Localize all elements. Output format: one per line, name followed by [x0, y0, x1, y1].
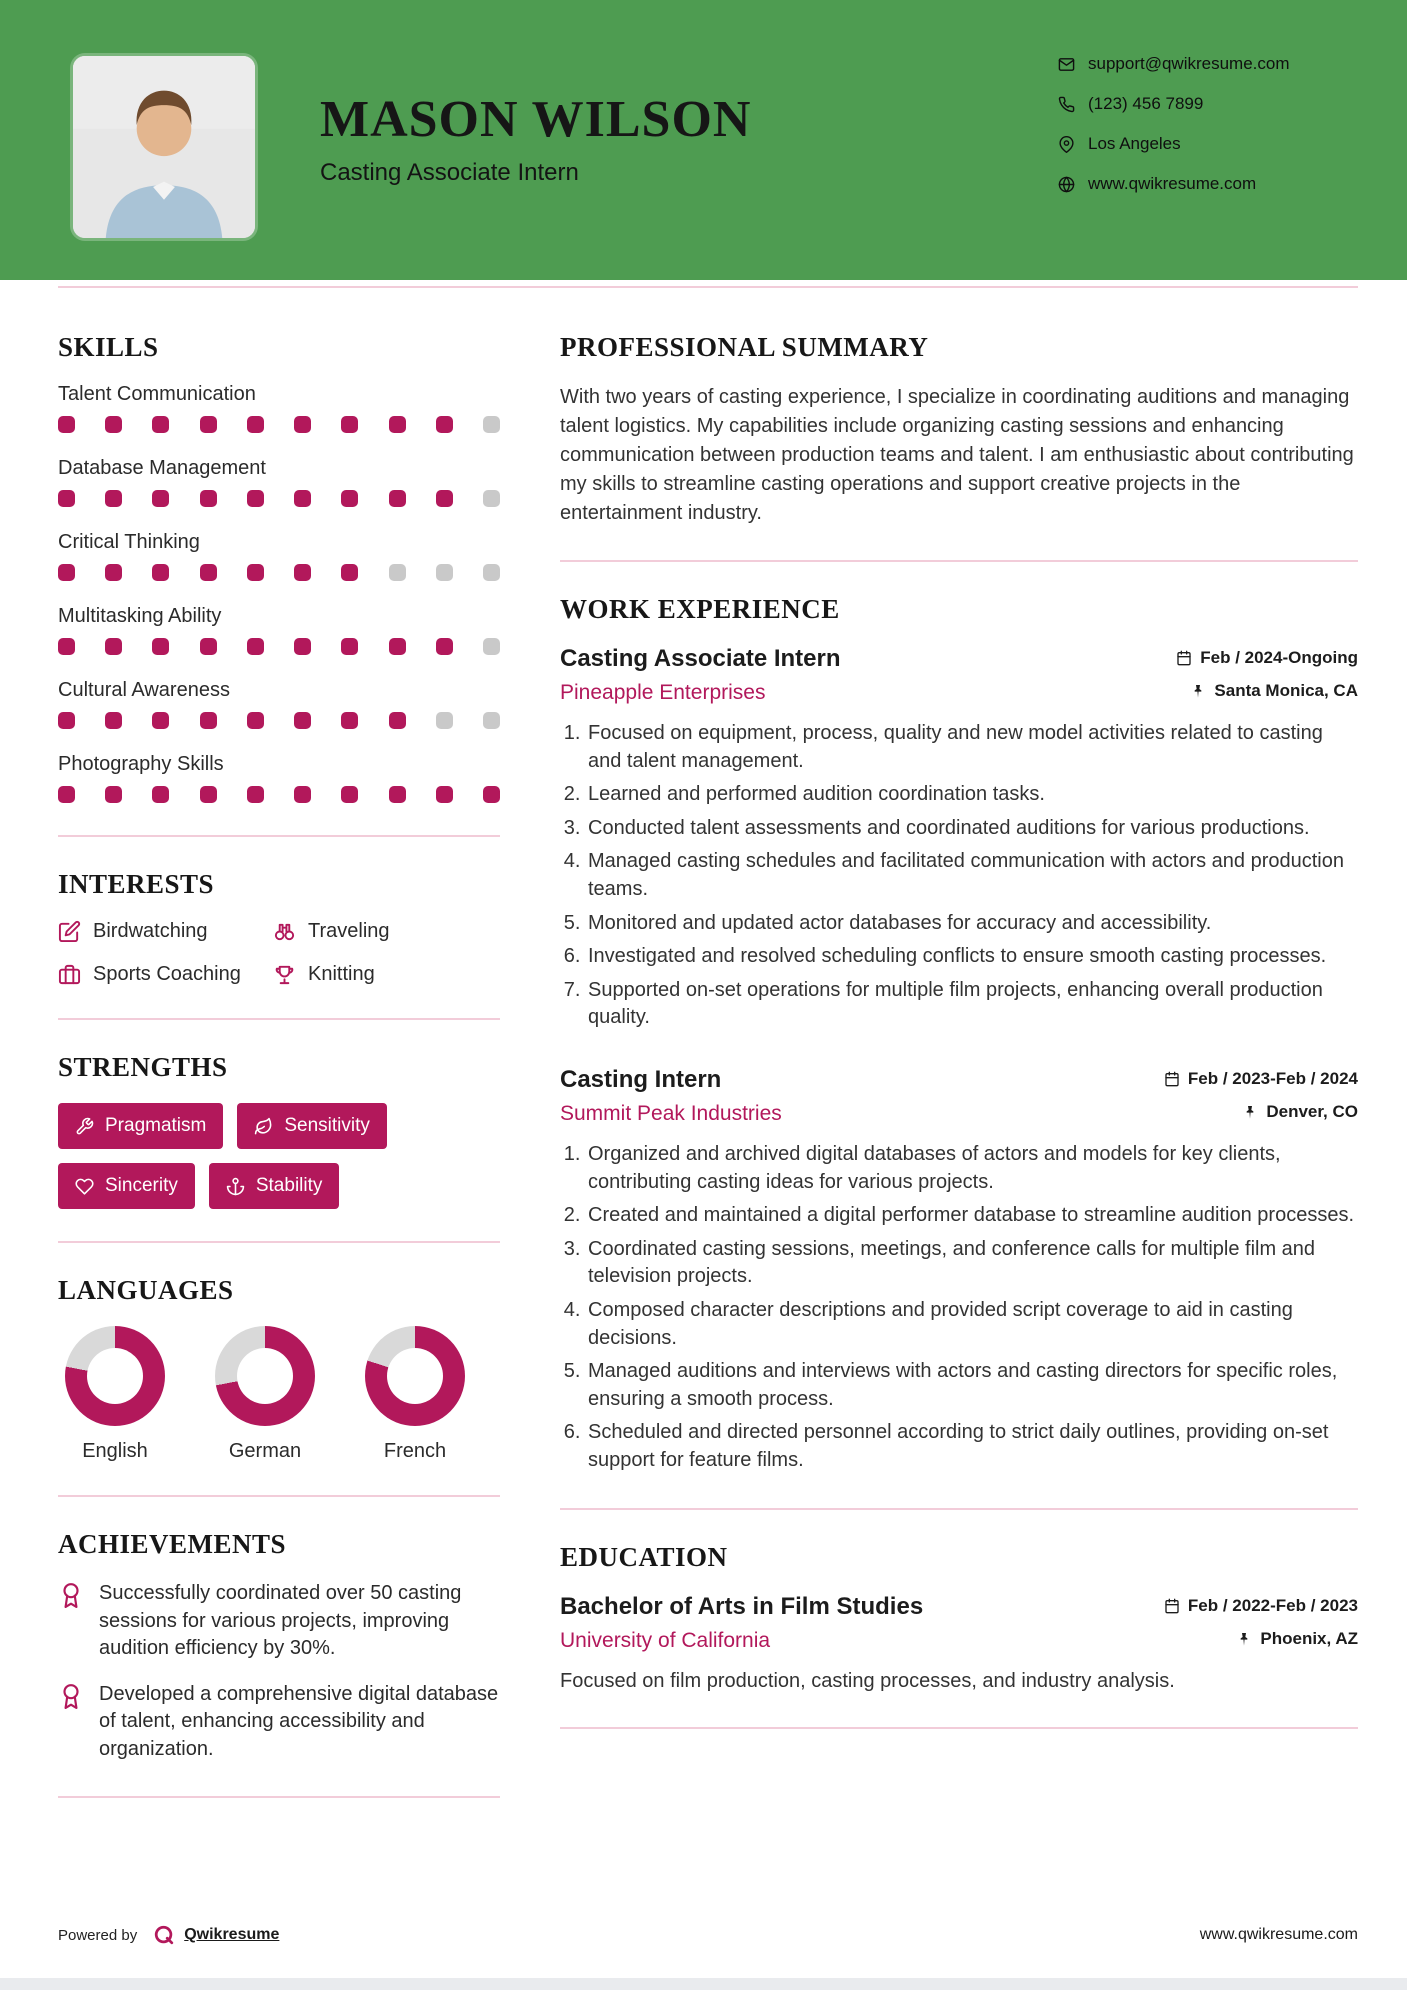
brand-link[interactable]: Qwikresume — [184, 1926, 280, 1943]
skill-name: Critical Thinking — [58, 531, 200, 553]
skill-dot — [105, 416, 122, 433]
skill-dot — [152, 564, 169, 581]
wrench-icon — [75, 1117, 94, 1136]
interest-item — [58, 963, 273, 986]
calendar-icon — [1176, 650, 1192, 666]
content — [0, 288, 1407, 1830]
skill-name: Multitasking Ability — [58, 605, 222, 627]
language-label: French — [383, 1440, 447, 1462]
bullet-item: 7. Supported on-set operations for multiple film projects, enhancing overall production quality. — [586, 977, 1358, 1032]
calendar-icon — [1164, 1071, 1180, 1087]
sidebar — [58, 332, 500, 1830]
interest-label: Sports Coaching — [93, 963, 241, 985]
job-title: Casting Intern — [560, 1065, 722, 1093]
skill-dot — [58, 638, 75, 655]
job-location — [1190, 681, 1358, 701]
award-icon — [58, 1683, 84, 1709]
skill-dot — [200, 564, 217, 581]
skill-level-dots — [58, 416, 500, 433]
skill-dot — [436, 638, 453, 655]
interests-grid — [58, 920, 500, 986]
skill-dot — [200, 490, 217, 507]
interest-label: Birdwatching — [93, 920, 208, 942]
skill-dot — [436, 786, 453, 803]
skill-dot — [436, 416, 453, 433]
language-item — [362, 1326, 468, 1463]
job-dates-text: Feb / 2023-Feb / 2024 — [1187, 1068, 1358, 1088]
skill-name: Photography Skills — [58, 753, 224, 775]
education-heading: EDUCATION — [560, 1542, 728, 1573]
company-name: Summit Peak Industries — [560, 1101, 782, 1125]
pin-icon — [1058, 136, 1075, 153]
binoculars-icon — [273, 920, 296, 943]
skill-level-dots — [58, 786, 500, 803]
skill-dot — [389, 638, 406, 655]
footer — [58, 1924, 1358, 1946]
experience-section — [560, 594, 1358, 1474]
strength-badge — [58, 1163, 195, 1209]
bullet-item: 6. Investigated and resolved scheduling conflicts to ensure smooth casting processes. — [586, 943, 1358, 971]
contact-text: (123) 456 7899 — [1088, 94, 1204, 113]
bullet-item: 5. Managed auditions and interviews with actors and casting directors for specific roles, ensuring a smooth process. — [586, 1358, 1358, 1413]
skill-dot — [200, 712, 217, 729]
skills-heading: SKILLS — [58, 332, 159, 362]
contact-text: support@qwikresume.com — [1088, 54, 1290, 73]
interest-label: Traveling — [308, 920, 390, 942]
skill-dot — [58, 712, 75, 729]
heart-icon — [75, 1177, 94, 1196]
skill-dot — [341, 638, 358, 655]
leaf-icon — [254, 1117, 273, 1136]
job-dates-text: Feb / 2024-Ongoing — [1200, 648, 1358, 667]
skills-section — [58, 332, 500, 803]
bullet-item: 2. Learned and performed audition coordination tasks. — [586, 781, 1358, 809]
profile-photo — [73, 56, 255, 238]
interest-item — [273, 920, 500, 943]
skill-dot — [200, 416, 217, 433]
education-location — [1236, 1629, 1358, 1649]
summary-section — [560, 332, 1358, 528]
skill-dot — [105, 638, 122, 655]
skill-item — [58, 753, 500, 803]
bullet-item: 1. Focused on equipment, process, quality and new model activities related to casting and talent management. — [586, 720, 1358, 775]
strength-badge — [58, 1103, 223, 1149]
skill-dot — [294, 490, 311, 507]
skill-dot — [483, 638, 500, 655]
education-section — [560, 1542, 1358, 1695]
skill-dot — [105, 564, 122, 581]
job-title: Casting Associate Intern — [560, 645, 841, 672]
bullet-item: 4. Composed character descriptions and provided script coverage to aid in casting decisions. — [586, 1297, 1358, 1352]
language-donut — [65, 1326, 165, 1426]
section-divider — [58, 1796, 500, 1798]
skill-dot — [436, 564, 453, 581]
section-divider — [58, 1018, 500, 1020]
job-bullets — [560, 720, 1358, 1032]
interest-item — [273, 963, 500, 986]
section-divider — [58, 1241, 500, 1243]
skill-dot — [200, 638, 217, 655]
section-divider — [560, 560, 1358, 562]
contact-list — [1058, 54, 1290, 214]
job-subheader — [560, 1102, 1358, 1126]
skill-dot — [341, 490, 358, 507]
skill-dot — [247, 416, 264, 433]
languages-list — [58, 1326, 500, 1463]
contact-text: Los Angeles — [1088, 134, 1181, 153]
language-item — [212, 1326, 318, 1463]
skill-dot — [105, 490, 122, 507]
skill-name: Cultural Awareness — [58, 679, 230, 701]
contact-phone — [1058, 94, 1290, 114]
bullet-item: 1. Organized and archived digital databases of actors and models for key clients, contributing casting ideas for various projects. — [586, 1141, 1358, 1196]
skill-name: Database Management — [58, 457, 266, 479]
skill-dot — [294, 564, 311, 581]
pushpin-icon — [1236, 1631, 1252, 1647]
summary-heading: PROFESSIONAL SUMMARY — [560, 332, 929, 362]
candidate-name: MASON WILSON — [320, 91, 752, 148]
avatar-illustration — [73, 56, 255, 238]
school-name: University of California — [560, 1629, 771, 1653]
skill-dot — [58, 416, 75, 433]
mail-icon — [1058, 56, 1075, 73]
bullet-item: 3. Coordinated casting sessions, meetings, and conference calls for multiple film and television projects. — [586, 1236, 1358, 1291]
job-entry — [560, 1066, 1358, 1475]
languages-section — [58, 1275, 500, 1463]
skill-dot — [389, 786, 406, 803]
skill-dot — [483, 416, 500, 433]
strengths-heading: STRENGTHS — [58, 1052, 228, 1082]
page-edge — [0, 1978, 1407, 1990]
strength-badge — [237, 1103, 387, 1149]
skill-dot — [247, 712, 264, 729]
strength-badge — [209, 1163, 340, 1209]
language-label: German — [228, 1440, 302, 1462]
skill-dot — [247, 490, 264, 507]
skill-dot — [436, 712, 453, 729]
skill-dot — [436, 490, 453, 507]
experience-heading: WORK EXPERIENCE — [560, 594, 840, 624]
section-divider — [560, 1727, 1358, 1729]
language-donut — [215, 1326, 315, 1426]
skill-dot — [389, 490, 406, 507]
section-divider — [560, 1508, 1358, 1510]
interests-heading: INTERESTS — [58, 869, 215, 899]
skill-dot — [58, 564, 75, 581]
language-donut — [365, 1326, 465, 1426]
phone-icon — [1058, 96, 1075, 113]
skill-dot — [341, 712, 358, 729]
anchor-icon — [226, 1177, 245, 1196]
skill-dot — [152, 416, 169, 433]
strength-label: Sincerity — [105, 1175, 178, 1196]
skill-dot — [247, 786, 264, 803]
skill-dot — [294, 638, 311, 655]
skill-dot — [341, 786, 358, 803]
achievements-heading: ACHIEVEMENTS — [58, 1529, 287, 1559]
company-name: Pineapple Enterprises — [560, 681, 766, 704]
job-dates — [1176, 648, 1358, 668]
section-divider — [58, 1495, 500, 1497]
skill-dot — [294, 786, 311, 803]
achievements-section — [58, 1529, 500, 1764]
skill-level-dots — [58, 490, 500, 507]
contact-location — [1058, 134, 1290, 154]
summary-text: With two years of casting experience, I specialize in coordinating auditions and managing talent logistics. My capabilities include organizing casting sessions and enhancing communication between production teams and talent. I am enthusiastic about contributing my skills to streamline casting operations and support creative projects in the entertainment industry. — [560, 386, 1354, 524]
education-dates — [1164, 1596, 1358, 1616]
skill-dot — [341, 564, 358, 581]
bullet-item: 6. Scheduled and directed personnel according to strict daily outlines, providing on-set support for feature films. — [586, 1419, 1358, 1474]
brand-logo-icon — [153, 1924, 175, 1946]
skill-level-dots — [58, 638, 500, 655]
skill-dot — [294, 712, 311, 729]
footer-site: www.qwikresume.com — [1199, 1926, 1358, 1943]
header — [0, 0, 1407, 280]
name-block — [320, 90, 751, 187]
skill-dot — [389, 712, 406, 729]
strength-badges — [58, 1103, 458, 1209]
job-entry — [560, 645, 1358, 1032]
skill-dot — [483, 564, 500, 581]
skill-dot — [389, 416, 406, 433]
pushpin-icon — [1190, 683, 1206, 699]
skill-dot — [341, 416, 358, 433]
education-location-text: Phoenix, AZ — [1260, 1629, 1358, 1649]
skill-dot — [152, 712, 169, 729]
education-subheader — [560, 1629, 1358, 1653]
interest-item — [58, 920, 273, 943]
job-dates — [1164, 1069, 1358, 1089]
achievement-text: Successfully coordinated over 50 casting sessions for various projects, improving audition efficiency by 30%. — [99, 1582, 462, 1660]
skill-item — [58, 679, 500, 729]
skill-dot — [105, 712, 122, 729]
achievement-item — [58, 1681, 500, 1764]
degree-title: Bachelor of Arts in Film Studies — [560, 1593, 924, 1621]
job-header — [560, 645, 1358, 673]
bullet-item: 3. Conducted talent assessments and coordinated auditions for various productions. — [586, 815, 1358, 843]
skill-dot — [483, 490, 500, 507]
achievement-text: Developed a comprehensive digital database of talent, enhancing accessibility and organization. — [99, 1682, 499, 1760]
award-icon — [58, 1582, 84, 1608]
skill-dot — [200, 786, 217, 803]
job-location — [1242, 1102, 1358, 1122]
contact-text: www.qwikresume.com — [1088, 174, 1257, 193]
education-header — [560, 1593, 1358, 1621]
strength-label: Stability — [255, 1175, 323, 1196]
skill-dot — [152, 638, 169, 655]
skill-item — [58, 457, 500, 507]
skill-dot — [247, 564, 264, 581]
skill-level-dots — [58, 564, 500, 581]
skill-item — [58, 531, 500, 581]
skill-dot — [58, 490, 75, 507]
skill-dot — [483, 786, 500, 803]
strength-label: Sensitivity — [284, 1115, 370, 1136]
bullet-item: 2. Created and maintained a digital performer database to streamline audition processes. — [586, 1202, 1358, 1230]
globe-icon — [1058, 176, 1075, 193]
strengths-section — [58, 1052, 500, 1209]
skill-dot — [152, 786, 169, 803]
job-location-text: Santa Monica, CA — [1214, 681, 1358, 700]
calendar-icon — [1164, 1598, 1180, 1614]
job-subheader — [560, 681, 1358, 705]
skill-dot — [483, 712, 500, 729]
skill-item — [58, 383, 500, 433]
achievement-item — [58, 1580, 500, 1663]
skill-item — [58, 605, 500, 655]
section-divider — [58, 835, 500, 837]
candidate-title: Casting Associate Intern — [320, 159, 579, 186]
main-column — [560, 332, 1358, 1830]
contact-email — [1058, 54, 1290, 74]
skill-dot — [58, 786, 75, 803]
strength-label: Pragmatism — [105, 1115, 207, 1136]
language-label: English — [82, 1440, 148, 1462]
skill-level-dots — [58, 712, 500, 729]
education-dates-text: Feb / 2022-Feb / 2023 — [1187, 1596, 1358, 1616]
powered-by-label: Powered by — [58, 1926, 138, 1944]
interests-section — [58, 869, 500, 986]
brand — [153, 1924, 279, 1946]
language-item — [62, 1326, 168, 1463]
job-bullets — [560, 1141, 1358, 1475]
interest-label: Knitting — [308, 963, 375, 985]
skill-dot — [152, 490, 169, 507]
contact-website — [1058, 174, 1290, 194]
education-description: Focused on film production, casting processes, and industry analysis. — [560, 1670, 1175, 1693]
job-header — [560, 1066, 1358, 1094]
job-location-text: Denver, CO — [1266, 1101, 1358, 1121]
pushpin-icon — [1242, 1104, 1258, 1120]
bullet-item: 5. Monitored and updated actor databases for accuracy and accessibility. — [586, 910, 1358, 938]
bullet-item: 4. Managed casting schedules and facilitated communication with actors and production teams. — [586, 848, 1358, 903]
briefcase-icon — [58, 963, 81, 986]
languages-heading: LANGUAGES — [58, 1275, 234, 1305]
trophy-icon — [273, 963, 296, 986]
skill-dot — [105, 786, 122, 803]
pen-icon — [58, 920, 81, 943]
skill-name: Talent Communication — [58, 383, 256, 405]
skill-dot — [389, 564, 406, 581]
skill-dot — [294, 416, 311, 433]
skill-dot — [247, 638, 264, 655]
